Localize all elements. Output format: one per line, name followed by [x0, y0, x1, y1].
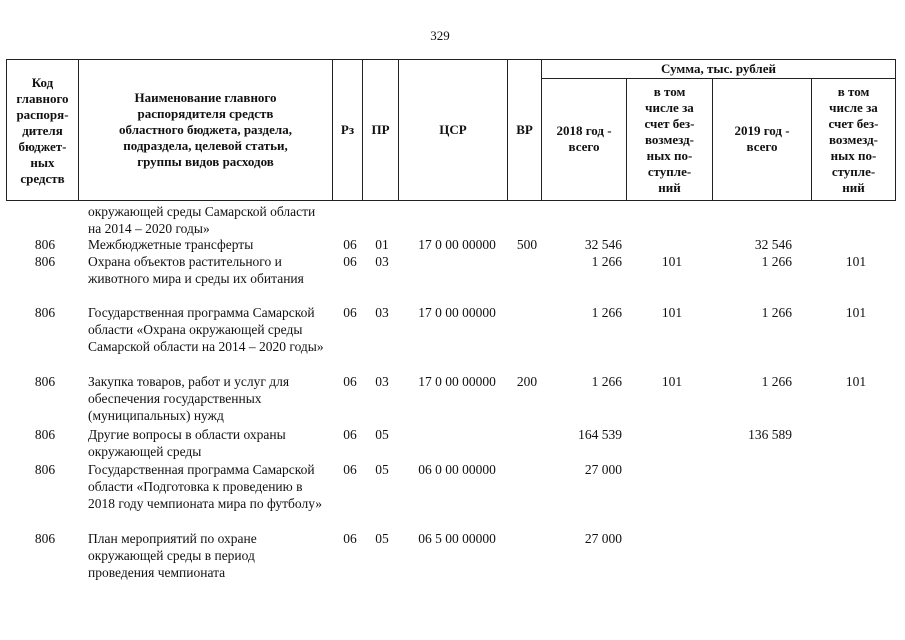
row-name: Охрана объектов растительного и животного мира и среды их обитания	[88, 254, 304, 286]
header-2019-gratis: в том числе за счет без- возмезд- ных по- ступле- ний	[828, 83, 879, 195]
row-sum-2019: 1 266	[761, 254, 792, 269]
row-pr: 03	[375, 254, 389, 269]
row-name: План мероприятий по охране окружающей среды в период проведения чемпионата	[88, 531, 257, 580]
header-sum-group: Сумма, тыс. рублей	[661, 61, 776, 76]
row-code: 806	[34, 237, 56, 252]
row-pr: 05	[375, 531, 389, 546]
row-gratis-2019: 101	[845, 254, 867, 269]
header-name: Наименование главного распорядителя средств областного бюджета, раздела, подраздела, целевой статьи, группы видов расходов	[119, 90, 292, 169]
row-sum-2018: 27 000	[584, 462, 622, 477]
row-code: 806	[34, 462, 56, 477]
page-number: 329	[430, 28, 450, 43]
row-pr: 03	[375, 305, 389, 320]
row-pr: 05	[375, 462, 389, 477]
col-border	[895, 59, 896, 200]
row-sum-2018: 27 000	[584, 531, 622, 546]
row-gratis-2018: 101	[661, 374, 683, 389]
row-sum-2019: 136 589	[748, 427, 792, 442]
row-sum-2018: 32 546	[584, 237, 622, 252]
row-rz: 06	[343, 531, 357, 546]
row-rz: 06	[343, 237, 357, 252]
row-name: Межбюджетные трансферты	[88, 237, 254, 252]
row-sum-2018: 164 539	[578, 427, 622, 442]
row-name: Другие вопросы в области охраны окружающей среды	[88, 427, 286, 459]
row-sum-2019: 32 546	[754, 237, 792, 252]
row-csr: 17 0 00 00000	[418, 374, 496, 389]
row-name: окружающей среды Самарской области на 2014 – 2020 годы»	[88, 204, 316, 236]
row-vr: 200	[516, 374, 538, 389]
row-code: 806	[34, 254, 56, 269]
header-vr: ВР	[516, 122, 533, 137]
row-csr: 17 0 00 00000	[418, 305, 496, 320]
row-sum-2019: 1 266	[761, 374, 792, 389]
row-sum-2018: 1 266	[591, 254, 622, 269]
header-pr: ПР	[371, 122, 390, 137]
row-gratis-2018: 101	[661, 254, 683, 269]
row-gratis-2019: 101	[845, 305, 867, 320]
row-code: 806	[34, 531, 56, 546]
row-name: Государственная программа Самарской области «Охрана окружающей среды Самарской области на 2014 – 2020 годы»	[88, 305, 324, 354]
header-code: Код главного распоря- дителя бюджет- ных средств	[16, 74, 69, 186]
row-csr: 06 5 00 00000	[418, 531, 496, 546]
row-rz: 06	[343, 305, 357, 320]
header-bottom-border	[6, 200, 896, 201]
row-csr: 17 0 00 00000	[418, 237, 496, 252]
header-2019-total: 2019 год - всего	[734, 123, 790, 154]
row-csr: 06 0 00 00000	[418, 462, 496, 477]
row-rz: 06	[343, 374, 357, 389]
row-gratis-2018: 101	[661, 305, 683, 320]
row-vr: 500	[516, 237, 538, 252]
row-rz: 06	[343, 254, 357, 269]
header-2018-gratis: в том числе за счет без- возмезд- ных по- ступле- ний	[644, 83, 695, 195]
row-pr: 03	[375, 374, 389, 389]
row-name: Закупка товаров, работ и услуг для обеспечения государственных (муниципальных) нужд	[88, 374, 290, 423]
header-2018-total: 2018 год - всего	[556, 123, 612, 154]
row-code: 806	[34, 305, 56, 320]
row-name: Государственная программа Самарской области «Подготовка к проведению в 2018 году чемпионата мира по футболу»	[88, 462, 323, 511]
row-gratis-2019: 101	[845, 374, 867, 389]
header-csr: ЦСР	[439, 122, 467, 137]
row-sum-2018: 1 266	[591, 305, 622, 320]
row-code: 806	[34, 374, 56, 389]
row-sum-2018: 1 266	[591, 374, 622, 389]
header-rz: Рз	[340, 122, 355, 137]
row-sum-2019: 1 266	[761, 305, 792, 320]
row-pr: 01	[375, 237, 389, 252]
row-rz: 06	[343, 427, 357, 442]
row-pr: 05	[375, 427, 389, 442]
row-code: 806	[34, 427, 56, 442]
row-rz: 06	[343, 462, 357, 477]
